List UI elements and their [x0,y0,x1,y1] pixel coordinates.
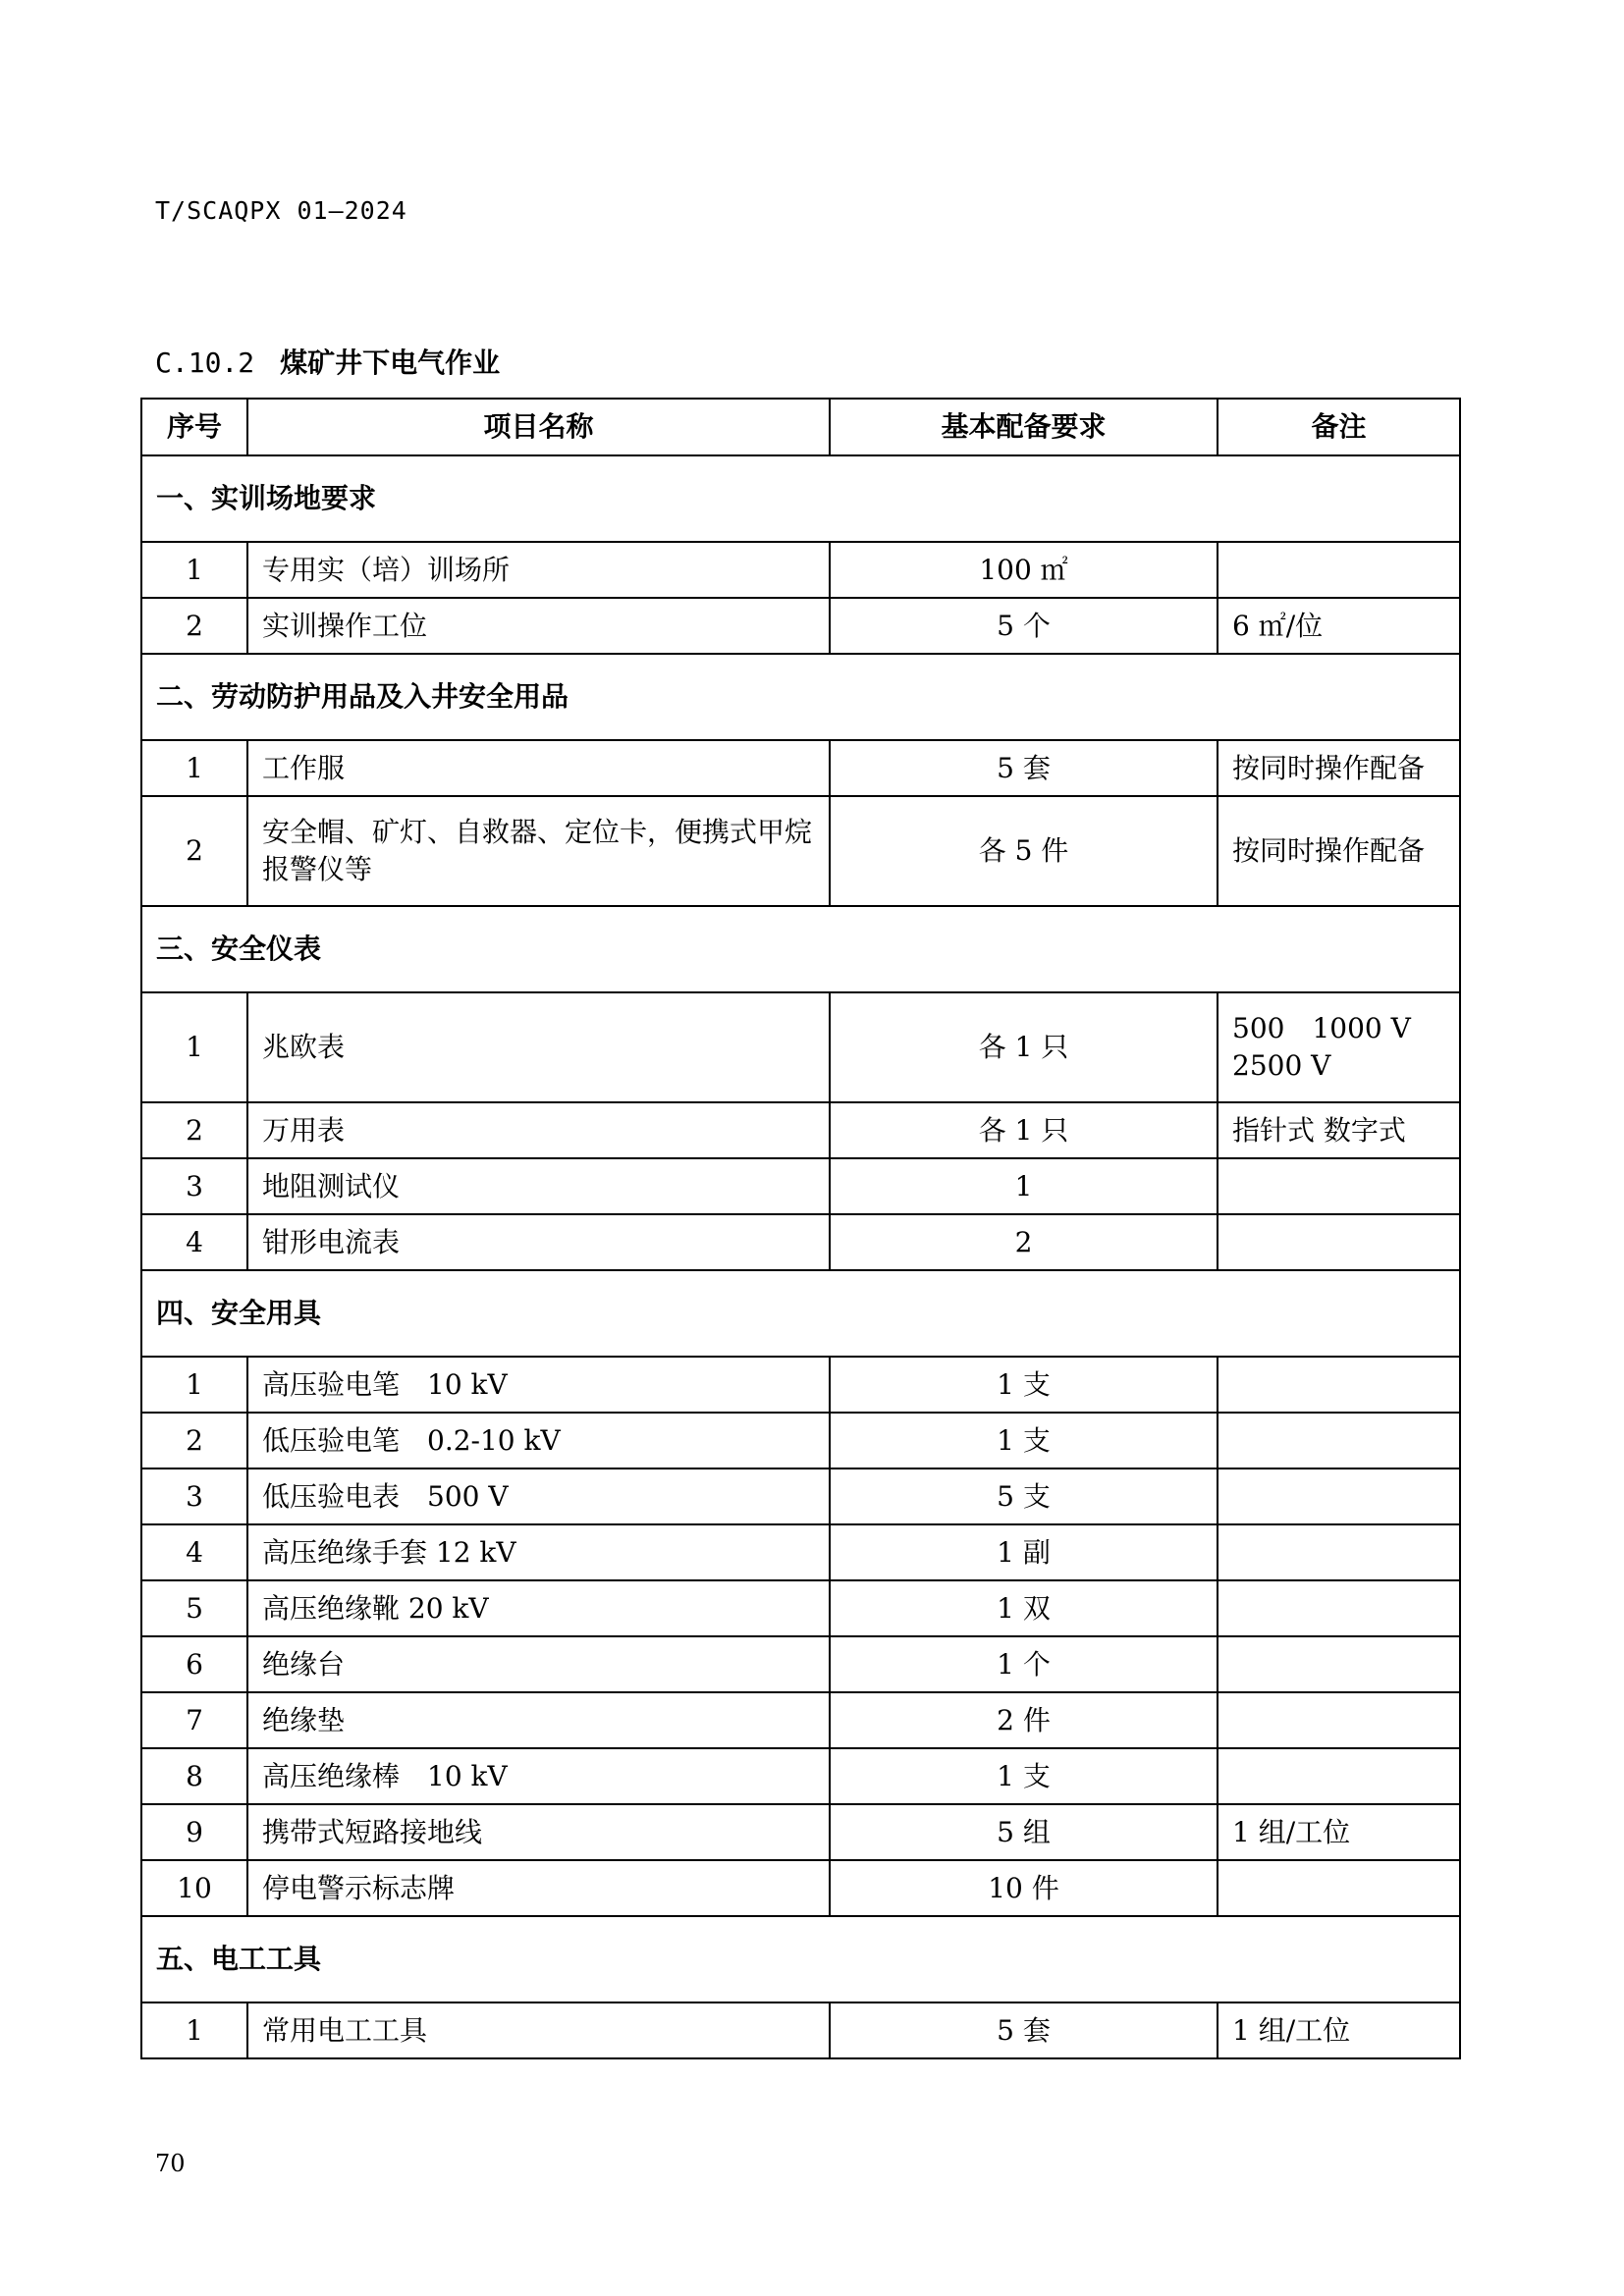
table-row [141,740,1460,796]
item-requirement: 5 套 [830,2002,1218,2058]
table-row [141,1158,1460,1214]
row-number: 10 [141,1860,247,1916]
table-row [141,1468,1460,1524]
item-note [1218,1357,1460,1413]
row-number: 3 [141,1468,247,1524]
table-row [141,1636,1460,1692]
row-number: 1 [141,542,247,598]
row-number: 2 [141,1413,247,1468]
row-number: 8 [141,1748,247,1804]
table-row [141,1102,1460,1158]
item-name: 携带式短路接地线 [247,1804,830,1860]
item-requirement: 100 ㎡ [830,542,1218,598]
item-requirement: 1 支 [830,1357,1218,1413]
column-header-note: 备注 [1218,399,1460,455]
item-name: 低压验电表 500 V [247,1468,830,1524]
table-row [141,1357,1460,1413]
group-header-row [141,654,1460,740]
row-number: 3 [141,1158,247,1214]
row-number: 4 [141,1214,247,1270]
column-header-no: 序号 [141,399,247,455]
table-row [141,1860,1460,1916]
item-note [1218,1692,1460,1748]
item-requirement: 1 [830,1158,1218,1214]
item-note: 1 组/工位 [1218,1804,1460,1860]
item-note [1218,1214,1460,1270]
row-number: 1 [141,740,247,796]
item-note [1218,1413,1460,1468]
item-requirement: 1 支 [830,1748,1218,1804]
item-name: 低压验电笔 0.2-10 kV [247,1413,830,1468]
table-row [141,1748,1460,1804]
item-note [1218,1748,1460,1804]
item-requirement: 5 支 [830,1468,1218,1524]
item-name: 高压绝缘棒 10 kV [247,1748,830,1804]
item-name: 工作服 [247,740,830,796]
item-requirement: 2 件 [830,1692,1218,1748]
item-requirement: 5 组 [830,1804,1218,1860]
item-note [1218,1524,1460,1580]
item-requirement: 2 [830,1214,1218,1270]
row-number: 6 [141,1636,247,1692]
item-requirement: 10 件 [830,1860,1218,1916]
table-row [141,796,1460,906]
item-name: 专用实（培）训场所 [247,542,830,598]
table-row [141,1804,1460,1860]
column-header-name: 项目名称 [247,399,830,455]
group-header-row [141,1916,1460,2002]
item-note [1218,1580,1460,1636]
item-requirement: 各 1 只 [830,992,1218,1102]
table-body [141,455,1460,2058]
item-name: 兆欧表 [247,992,830,1102]
table-row [141,1580,1460,1636]
table-row [141,1692,1460,1748]
section-heading [155,342,500,381]
item-name: 高压绝缘手套 12 kV [247,1524,830,1580]
item-note: 按同时操作配备 [1218,796,1460,906]
item-name: 停电警示标志牌 [247,1860,830,1916]
table-row [141,2002,1460,2058]
equipment-requirements-table [140,398,1461,2059]
table-header-row [141,399,1460,455]
table-row [141,598,1460,654]
item-note: 指针式 数字式 [1218,1102,1460,1158]
group-title: 三、安全仪表 [141,906,1460,992]
item-name: 万用表 [247,1102,830,1158]
group-header-row [141,1270,1460,1357]
row-number: 2 [141,796,247,906]
row-number: 2 [141,598,247,654]
row-number: 4 [141,1524,247,1580]
item-note: 6 ㎡/位 [1218,598,1460,654]
row-number: 1 [141,992,247,1102]
row-number: 7 [141,1692,247,1748]
item-note: 按同时操作配备 [1218,740,1460,796]
row-number: 2 [141,1102,247,1158]
row-number: 9 [141,1804,247,1860]
group-header-row [141,906,1460,992]
item-requirement: 各 1 只 [830,1102,1218,1158]
item-requirement: 1 副 [830,1524,1218,1580]
table-row [141,1524,1460,1580]
item-name: 绝缘垫 [247,1692,830,1748]
group-title: 一、实训场地要求 [141,455,1460,542]
item-note: 500 1000 V 2500 V [1218,992,1460,1102]
item-note [1218,542,1460,598]
item-requirement: 1 个 [830,1636,1218,1692]
row-number: 5 [141,1580,247,1636]
row-number: 1 [141,1357,247,1413]
item-requirement: 1 双 [830,1580,1218,1636]
table-row [141,992,1460,1102]
item-name: 安全帽、矿灯、自救器、定位卡，便携式甲烷报警仪等 [247,796,830,906]
document-code: T/SCAQPX 01—2024 [155,196,407,225]
group-title: 二、劳动防护用品及入井安全用品 [141,654,1460,740]
item-note [1218,1158,1460,1214]
item-name: 地阻测试仪 [247,1158,830,1214]
item-name: 钳形电流表 [247,1214,830,1270]
item-requirement: 各 5 件 [830,796,1218,906]
item-name: 高压验电笔 10 kV [247,1357,830,1413]
table-row [141,1413,1460,1468]
page-number: 70 [155,2150,186,2177]
section-title: 煤矿井下电气作业 [280,347,501,379]
table-row [141,542,1460,598]
item-name: 实训操作工位 [247,598,830,654]
item-requirement: 5 个 [830,598,1218,654]
item-note: 1 组/工位 [1218,2002,1460,2058]
item-name: 高压绝缘靴 20 kV [247,1580,830,1636]
group-header-row [141,455,1460,542]
section-number: C.10.2 [155,347,255,379]
table-row [141,1214,1460,1270]
column-header-requirement: 基本配备要求 [830,399,1218,455]
item-requirement: 5 套 [830,740,1218,796]
group-title: 四、安全用具 [141,1270,1460,1357]
item-note [1218,1468,1460,1524]
item-name: 绝缘台 [247,1636,830,1692]
item-requirement: 1 支 [830,1413,1218,1468]
group-title: 五、电工工具 [141,1916,1460,2002]
item-note [1218,1636,1460,1692]
item-name: 常用电工工具 [247,2002,830,2058]
item-note [1218,1860,1460,1916]
row-number: 1 [141,2002,247,2058]
